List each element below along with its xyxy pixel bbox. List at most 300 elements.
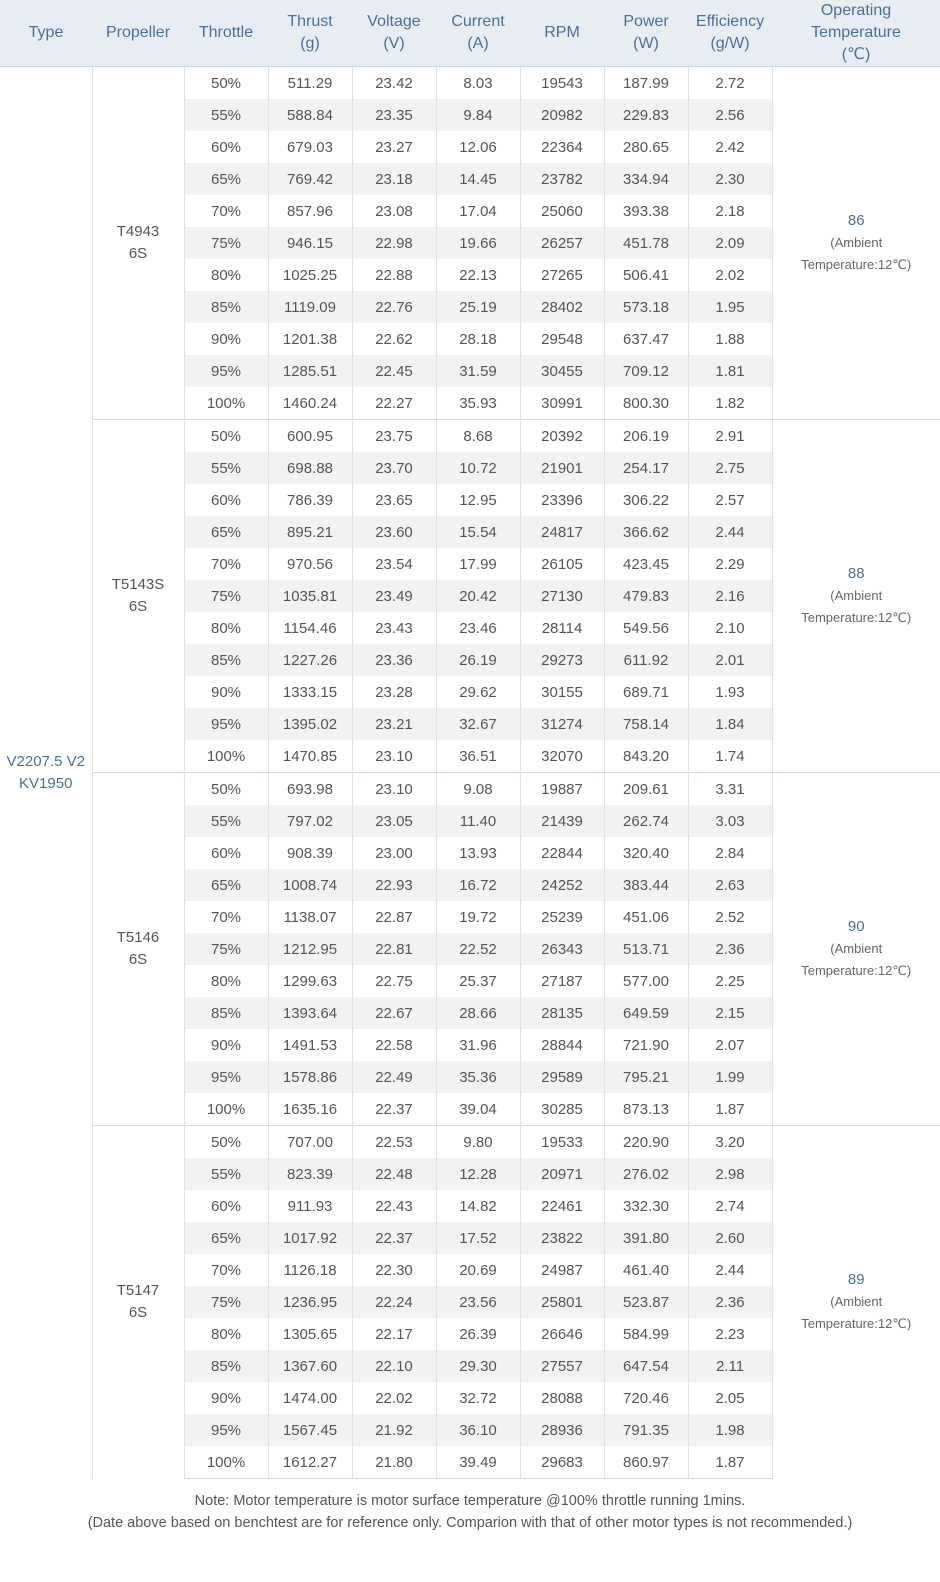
power-cell: 334.94: [604, 163, 688, 195]
thrust-cell: 1460.24: [268, 387, 352, 420]
voltage-cell: 22.27: [352, 387, 436, 420]
thrust-cell: 823.39: [268, 1158, 352, 1190]
efficiency-cell: 2.07: [688, 1029, 772, 1061]
power-cell: 332.30: [604, 1190, 688, 1222]
power-cell: 689.71: [604, 676, 688, 708]
voltage-cell: 22.81: [352, 933, 436, 965]
header-voltage-label: Voltage: [367, 13, 421, 30]
current-cell: 19.72: [436, 901, 520, 933]
current-cell: 28.66: [436, 997, 520, 1029]
rpm-cell: 23396: [520, 484, 604, 516]
current-cell: 17.04: [436, 195, 520, 227]
thrust-cell: 693.98: [268, 773, 352, 806]
efficiency-cell: 3.20: [688, 1126, 772, 1159]
rpm-cell: 28088: [520, 1382, 604, 1414]
rpm-cell: 28402: [520, 291, 604, 323]
current-cell: 39.49: [436, 1446, 520, 1479]
throttle-cell: 90%: [184, 323, 268, 355]
voltage-cell: 22.53: [352, 1126, 436, 1159]
current-cell: 29.30: [436, 1350, 520, 1382]
throttle-cell: 80%: [184, 965, 268, 997]
efficiency-cell: 2.44: [688, 1254, 772, 1286]
current-cell: 15.54: [436, 516, 520, 548]
voltage-cell: 23.18: [352, 163, 436, 195]
throttle-cell: 55%: [184, 805, 268, 837]
power-cell: 573.18: [604, 291, 688, 323]
current-cell: 22.52: [436, 933, 520, 965]
voltage-cell: 22.45: [352, 355, 436, 387]
efficiency-cell: 2.05: [688, 1382, 772, 1414]
throttle-cell: 85%: [184, 644, 268, 676]
rpm-cell: 20971: [520, 1158, 604, 1190]
header-voltage-unit: (V): [383, 35, 405, 52]
power-cell: 209.61: [604, 773, 688, 806]
voltage-cell: 22.24: [352, 1286, 436, 1318]
current-cell: 8.68: [436, 420, 520, 453]
current-cell: 26.19: [436, 644, 520, 676]
current-cell: 39.04: [436, 1093, 520, 1126]
thrust-cell: 1227.26: [268, 644, 352, 676]
current-cell: 22.13: [436, 259, 520, 291]
rpm-cell: 25239: [520, 901, 604, 933]
current-cell: 9.08: [436, 773, 520, 806]
efficiency-cell: 2.36: [688, 933, 772, 965]
power-cell: 800.30: [604, 387, 688, 420]
propeller-label: 6S: [128, 951, 148, 968]
efficiency-cell: 2.63: [688, 869, 772, 901]
propeller-label: T5143S: [111, 576, 165, 593]
thrust-cell: 1201.38: [268, 323, 352, 355]
rpm-cell: 21439: [520, 805, 604, 837]
throttle-cell: 75%: [184, 227, 268, 259]
ambient-temperature-note: Temperature:12℃): [801, 257, 912, 272]
voltage-cell: 23.00: [352, 837, 436, 869]
current-cell: 25.37: [436, 965, 520, 997]
header-row: [0, 0, 940, 67]
throttle-cell: 50%: [184, 420, 268, 453]
thrust-cell: 1035.81: [268, 580, 352, 612]
header-rpm: [520, 0, 604, 67]
rpm-cell: 30991: [520, 387, 604, 420]
header-voltage: [352, 0, 436, 67]
power-cell: 451.78: [604, 227, 688, 259]
voltage-cell: 23.42: [352, 67, 436, 100]
rpm-cell: 27265: [520, 259, 604, 291]
voltage-cell: 23.27: [352, 131, 436, 163]
thrust-cell: 895.21: [268, 516, 352, 548]
voltage-cell: 23.49: [352, 580, 436, 612]
propeller-cell: [92, 1126, 184, 1479]
power-cell: 393.38: [604, 195, 688, 227]
rpm-cell: 19543: [520, 67, 604, 100]
rpm-cell: 19887: [520, 773, 604, 806]
thrust-cell: 698.88: [268, 452, 352, 484]
temperature-value: 89: [847, 1271, 865, 1289]
power-cell: 229.83: [604, 99, 688, 131]
power-cell: 451.06: [604, 901, 688, 933]
throttle-cell: 50%: [184, 1126, 268, 1159]
header-temperature-unit: (℃): [841, 46, 871, 63]
temperature-value: 88: [847, 565, 865, 582]
efficiency-cell: 2.44: [688, 516, 772, 548]
current-cell: 32.72: [436, 1382, 520, 1414]
voltage-cell: 23.54: [352, 548, 436, 580]
header-current: [436, 0, 520, 67]
rpm-cell: 26105: [520, 548, 604, 580]
thrust-cell: 1212.95: [268, 933, 352, 965]
current-cell: 20.42: [436, 580, 520, 612]
efficiency-cell: 1.88: [688, 323, 772, 355]
thrust-cell: 679.03: [268, 131, 352, 163]
thrust-cell: 1285.51: [268, 355, 352, 387]
throttle-cell: 90%: [184, 1029, 268, 1061]
power-cell: 709.12: [604, 355, 688, 387]
thrust-cell: 1395.02: [268, 708, 352, 740]
throttle-cell: 75%: [184, 580, 268, 612]
current-cell: 8.03: [436, 67, 520, 100]
current-cell: 32.67: [436, 708, 520, 740]
operating-temperature-cell: [772, 773, 940, 1126]
rpm-cell: 28844: [520, 1029, 604, 1061]
thrust-cell: 1578.86: [268, 1061, 352, 1093]
throttle-cell: 100%: [184, 740, 268, 773]
rpm-cell: 20392: [520, 420, 604, 453]
efficiency-cell: 2.10: [688, 612, 772, 644]
power-cell: 584.99: [604, 1318, 688, 1350]
voltage-cell: 22.62: [352, 323, 436, 355]
thrust-cell: 769.42: [268, 163, 352, 195]
power-cell: 187.99: [604, 67, 688, 100]
rpm-cell: 27130: [520, 580, 604, 612]
header-temperature-label-1: Operating: [820, 2, 892, 19]
rpm-cell: 25060: [520, 195, 604, 227]
voltage-cell: 23.36: [352, 644, 436, 676]
efficiency-cell: 2.30: [688, 163, 772, 195]
voltage-cell: 23.60: [352, 516, 436, 548]
power-cell: 637.47: [604, 323, 688, 355]
efficiency-cell: 1.98: [688, 1414, 772, 1446]
efficiency-cell: 2.72: [688, 67, 772, 100]
rpm-cell: 30285: [520, 1093, 604, 1126]
power-cell: 873.13: [604, 1093, 688, 1126]
rpm-cell: 20982: [520, 99, 604, 131]
rpm-cell: 32070: [520, 740, 604, 773]
voltage-cell: 22.48: [352, 1158, 436, 1190]
thrust-cell: 911.93: [268, 1190, 352, 1222]
header-temperature-label-2: Temperature: [811, 24, 901, 41]
throttle-cell: 75%: [184, 933, 268, 965]
rpm-cell: 19533: [520, 1126, 604, 1159]
thrust-cell: 1567.45: [268, 1414, 352, 1446]
header-current-label: Current: [451, 13, 505, 30]
power-cell: 280.65: [604, 131, 688, 163]
throttle-cell: 75%: [184, 1286, 268, 1318]
current-cell: 12.28: [436, 1158, 520, 1190]
table-row: [0, 1126, 940, 1159]
current-cell: 19.66: [436, 227, 520, 259]
efficiency-cell: 2.36: [688, 1286, 772, 1318]
rpm-cell: 24252: [520, 869, 604, 901]
efficiency-cell: 3.03: [688, 805, 772, 837]
throttle-cell: 80%: [184, 612, 268, 644]
current-cell: 16.72: [436, 869, 520, 901]
header-throttle-label: Throttle: [198, 24, 254, 41]
voltage-cell: 22.93: [352, 869, 436, 901]
efficiency-cell: 2.91: [688, 420, 772, 453]
current-cell: 25.19: [436, 291, 520, 323]
header-current-unit: (A): [467, 35, 489, 52]
motor-type-cell: [0, 67, 92, 1479]
throttle-cell: 80%: [184, 259, 268, 291]
thrust-cell: 1635.16: [268, 1093, 352, 1126]
thrust-cell: 946.15: [268, 227, 352, 259]
current-cell: 29.62: [436, 676, 520, 708]
voltage-cell: 23.10: [352, 740, 436, 773]
current-cell: 14.45: [436, 163, 520, 195]
throttle-cell: 55%: [184, 99, 268, 131]
thrust-cell: 1126.18: [268, 1254, 352, 1286]
efficiency-cell: 2.56: [688, 99, 772, 131]
throttle-cell: 100%: [184, 1093, 268, 1126]
thrust-cell: 1612.27: [268, 1446, 352, 1479]
voltage-cell: 23.75: [352, 420, 436, 453]
throttle-cell: 90%: [184, 1382, 268, 1414]
throttle-cell: 65%: [184, 516, 268, 548]
footnote-line-2: (Date above based on benchtest are for reference only. Comparion with that of other motor types is not recommended.): [87, 1515, 853, 1531]
current-cell: 31.96: [436, 1029, 520, 1061]
current-cell: 17.99: [436, 548, 520, 580]
thrust-cell: 1470.85: [268, 740, 352, 773]
rpm-cell: 30455: [520, 355, 604, 387]
power-cell: 391.80: [604, 1222, 688, 1254]
voltage-cell: 23.65: [352, 484, 436, 516]
operating-temperature-cell: [772, 420, 940, 773]
header-throttle: [184, 0, 268, 67]
header-power: [604, 0, 688, 67]
efficiency-cell: 2.52: [688, 901, 772, 933]
throttle-cell: 50%: [184, 67, 268, 100]
voltage-cell: 22.17: [352, 1318, 436, 1350]
power-cell: 843.20: [604, 740, 688, 773]
thrust-cell: 1025.25: [268, 259, 352, 291]
current-cell: 14.82: [436, 1190, 520, 1222]
ambient-temperature-note: (Ambient: [830, 941, 883, 956]
throttle-cell: 60%: [184, 131, 268, 163]
current-cell: 9.80: [436, 1126, 520, 1159]
efficiency-cell: 2.29: [688, 548, 772, 580]
current-cell: 35.93: [436, 387, 520, 420]
power-cell: 206.19: [604, 420, 688, 453]
throttle-cell: 85%: [184, 1350, 268, 1382]
throttle-cell: 100%: [184, 1446, 268, 1479]
power-cell: 461.40: [604, 1254, 688, 1286]
power-cell: 758.14: [604, 708, 688, 740]
thrust-cell: 857.96: [268, 195, 352, 227]
efficiency-cell: 2.23: [688, 1318, 772, 1350]
power-cell: 383.44: [604, 869, 688, 901]
temperature-value: 86: [847, 212, 865, 229]
power-cell: 423.45: [604, 548, 688, 580]
rpm-cell: 28135: [520, 997, 604, 1029]
power-cell: 577.00: [604, 965, 688, 997]
efficiency-cell: 2.16: [688, 580, 772, 612]
power-cell: 262.74: [604, 805, 688, 837]
throttle-cell: 60%: [184, 484, 268, 516]
voltage-cell: 23.10: [352, 773, 436, 806]
motor-type-line: V2207.5 V2: [6, 752, 85, 770]
propeller-label: T5147: [116, 1282, 160, 1300]
efficiency-cell: 1.87: [688, 1093, 772, 1126]
rpm-cell: 27557: [520, 1350, 604, 1382]
voltage-cell: 22.49: [352, 1061, 436, 1093]
throttle-cell: 50%: [184, 773, 268, 806]
thrust-cell: 786.39: [268, 484, 352, 516]
thrust-cell: 1119.09: [268, 291, 352, 323]
throttle-cell: 65%: [184, 163, 268, 195]
voltage-cell: 23.08: [352, 195, 436, 227]
header-type: [0, 0, 92, 67]
footnote-line-1: Note: Motor temperature is motor surface temperature @100% throttle running 1mins.: [194, 1493, 746, 1509]
voltage-cell: 22.88: [352, 259, 436, 291]
current-cell: 28.18: [436, 323, 520, 355]
throttle-cell: 70%: [184, 195, 268, 227]
power-cell: 549.56: [604, 612, 688, 644]
rpm-cell: 29589: [520, 1061, 604, 1093]
thrust-cell: 1367.60: [268, 1350, 352, 1382]
thrust-cell: 1299.63: [268, 965, 352, 997]
throttle-cell: 55%: [184, 1158, 268, 1190]
thrust-cell: 1491.53: [268, 1029, 352, 1061]
current-cell: 9.84: [436, 99, 520, 131]
throttle-cell: 85%: [184, 291, 268, 323]
rpm-cell: 21901: [520, 452, 604, 484]
power-cell: 254.17: [604, 452, 688, 484]
table-row: [0, 420, 940, 453]
header-efficiency: [688, 0, 772, 67]
throttle-cell: 80%: [184, 1318, 268, 1350]
power-cell: 276.02: [604, 1158, 688, 1190]
rpm-cell: 22461: [520, 1190, 604, 1222]
footnote: [0, 1479, 940, 1534]
thrust-cell: 707.00: [268, 1126, 352, 1159]
table-header: [0, 0, 940, 67]
voltage-cell: 23.21: [352, 708, 436, 740]
efficiency-cell: 2.11: [688, 1350, 772, 1382]
efficiency-cell: 1.82: [688, 387, 772, 420]
power-cell: 795.21: [604, 1061, 688, 1093]
rpm-cell: 28114: [520, 612, 604, 644]
current-cell: 36.51: [436, 740, 520, 773]
thrust-cell: 908.39: [268, 837, 352, 869]
current-cell: 36.10: [436, 1414, 520, 1446]
rpm-cell: 29273: [520, 644, 604, 676]
thrust-cell: 1138.07: [268, 901, 352, 933]
rpm-cell: 29683: [520, 1446, 604, 1479]
current-cell: 17.52: [436, 1222, 520, 1254]
power-cell: 320.40: [604, 837, 688, 869]
ambient-temperature-note: (Ambient: [830, 1294, 883, 1310]
efficiency-cell: 1.87: [688, 1446, 772, 1479]
throttle-cell: 85%: [184, 997, 268, 1029]
voltage-cell: 23.43: [352, 612, 436, 644]
throttle-cell: 90%: [184, 676, 268, 708]
power-cell: 791.35: [604, 1414, 688, 1446]
thrust-cell: 1305.65: [268, 1318, 352, 1350]
efficiency-cell: 2.01: [688, 644, 772, 676]
voltage-cell: 22.43: [352, 1190, 436, 1222]
current-cell: 13.93: [436, 837, 520, 869]
thrust-cell: 511.29: [268, 67, 352, 100]
efficiency-cell: 1.95: [688, 291, 772, 323]
power-cell: 647.54: [604, 1350, 688, 1382]
voltage-cell: 22.37: [352, 1222, 436, 1254]
throttle-cell: 60%: [184, 837, 268, 869]
propeller-label: T5146: [116, 929, 160, 946]
efficiency-cell: 2.18: [688, 195, 772, 227]
power-cell: 506.41: [604, 259, 688, 291]
propeller-cell: [92, 67, 184, 420]
rpm-cell: 22364: [520, 131, 604, 163]
efficiency-cell: 1.81: [688, 355, 772, 387]
power-cell: 366.62: [604, 516, 688, 548]
header-rpm-label: RPM: [544, 24, 580, 41]
propeller-cell: [92, 420, 184, 773]
throttle-cell: 95%: [184, 355, 268, 387]
rpm-cell: 29548: [520, 323, 604, 355]
ambient-temperature-note: Temperature:12℃): [801, 1316, 912, 1332]
throttle-cell: 70%: [184, 901, 268, 933]
voltage-cell: 21.80: [352, 1446, 436, 1479]
voltage-cell: 22.75: [352, 965, 436, 997]
power-cell: 523.87: [604, 1286, 688, 1318]
throttle-cell: 60%: [184, 1190, 268, 1222]
current-cell: 23.46: [436, 612, 520, 644]
header-type-label: Type: [28, 24, 64, 41]
rpm-cell: 23822: [520, 1222, 604, 1254]
rpm-cell: 26257: [520, 227, 604, 259]
current-cell: 12.06: [436, 131, 520, 163]
efficiency-cell: 2.57: [688, 484, 772, 516]
header-propeller-label: Propeller: [105, 24, 171, 41]
ambient-temperature-note: Temperature:12℃): [801, 963, 912, 978]
rpm-cell: 27187: [520, 965, 604, 997]
thrust-cell: 1474.00: [268, 1382, 352, 1414]
voltage-cell: 23.28: [352, 676, 436, 708]
propeller-label: 6S: [128, 245, 148, 262]
thrust-cell: 797.02: [268, 805, 352, 837]
header-thrust-label: Thrust: [287, 13, 333, 30]
current-cell: 31.59: [436, 355, 520, 387]
table-body: [0, 67, 940, 1479]
current-cell: 12.95: [436, 484, 520, 516]
voltage-cell: 23.70: [352, 452, 436, 484]
rpm-cell: 25801: [520, 1286, 604, 1318]
efficiency-cell: 2.60: [688, 1222, 772, 1254]
throttle-cell: 95%: [184, 1414, 268, 1446]
rpm-cell: 30155: [520, 676, 604, 708]
operating-temperature-cell: [772, 67, 940, 420]
current-cell: 35.36: [436, 1061, 520, 1093]
current-cell: 20.69: [436, 1254, 520, 1286]
propeller-cell: [92, 773, 184, 1126]
voltage-cell: 23.05: [352, 805, 436, 837]
efficiency-cell: 2.98: [688, 1158, 772, 1190]
propeller-label: T4943: [116, 223, 160, 240]
throttle-cell: 65%: [184, 869, 268, 901]
rpm-cell: 24817: [520, 516, 604, 548]
voltage-cell: 22.10: [352, 1350, 436, 1382]
table-row: [0, 773, 940, 806]
